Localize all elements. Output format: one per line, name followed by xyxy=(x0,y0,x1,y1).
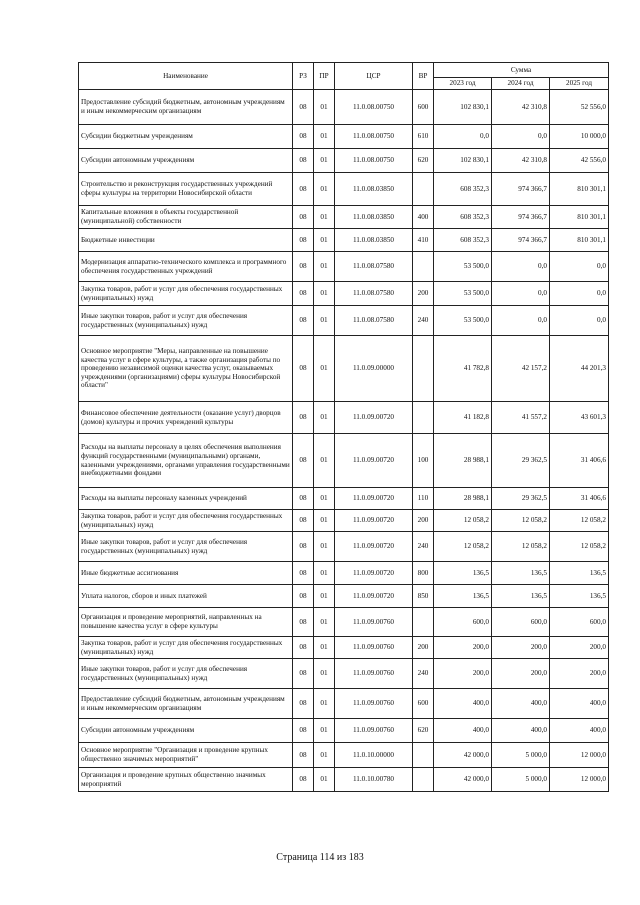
cell-2023: 42 000,0 xyxy=(434,743,492,768)
cell-2024: 0,0 xyxy=(492,125,550,149)
cell-csr: 11.0.08.03850 xyxy=(335,206,413,229)
cell-2025: 31 406,6 xyxy=(550,488,609,510)
cell-csr: 11.0.09.00720 xyxy=(335,488,413,510)
cell-2024: 974 366,7 xyxy=(492,173,550,206)
cell-name: Основное мероприятие "Организация и проведение крупных общественно значимых мероприятий" xyxy=(79,743,293,768)
cell-name: Иные бюджетные ассигнования xyxy=(79,562,293,585)
cell-2023: 0,0 xyxy=(434,125,492,149)
cell-2023: 102 830,1 xyxy=(434,149,492,173)
cell-name: Организация и проведение крупных общественно значимых мероприятий xyxy=(79,768,293,792)
table-row xyxy=(79,282,609,306)
cell-2025: 10 000,0 xyxy=(550,125,609,149)
cell-vr xyxy=(413,608,434,637)
cell-2025: 0,0 xyxy=(550,306,609,336)
cell-name: Закупка товаров, работ и услуг для обеспечения государственных (муниципальных) нужд xyxy=(79,282,293,306)
cell-pr: 01 xyxy=(314,173,335,206)
header-name: Наименование xyxy=(79,63,293,90)
table-row xyxy=(79,173,609,206)
cell-csr: 11.0.09.00720 xyxy=(335,562,413,585)
cell-2024: 42 310,8 xyxy=(492,90,550,125)
cell-pr: 01 xyxy=(314,282,335,306)
cell-2025: 136,5 xyxy=(550,585,609,608)
cell-pr: 01 xyxy=(314,608,335,637)
cell-vr: 620 xyxy=(413,719,434,743)
cell-pr: 01 xyxy=(314,488,335,510)
cell-2024: 136,5 xyxy=(492,562,550,585)
page-footer: Страница 114 из 183 xyxy=(276,852,364,863)
header-year-2024: 2024 год xyxy=(492,78,550,90)
cell-rz: 08 xyxy=(293,719,314,743)
cell-2023: 400,0 xyxy=(434,689,492,719)
cell-2025: 0,0 xyxy=(550,282,609,306)
table-row xyxy=(79,149,609,173)
table-row xyxy=(79,768,609,792)
cell-2025: 43 601,3 xyxy=(550,402,609,434)
cell-2023: 41 182,8 xyxy=(434,402,492,434)
cell-2024: 0,0 xyxy=(492,282,550,306)
cell-name: Строительство и реконструкция государственных учреждений сферы культуры на территории Новосибирской области xyxy=(79,173,293,206)
cell-name: Капитальные вложения в объекты государственной (муниципальной) собственности xyxy=(79,206,293,229)
table-row xyxy=(79,336,609,402)
cell-vr xyxy=(413,173,434,206)
cell-csr: 11.0.09.00760 xyxy=(335,719,413,743)
cell-rz: 08 xyxy=(293,206,314,229)
cell-name: Расходы на выплаты персоналу казенных учреждений xyxy=(79,488,293,510)
cell-2023: 136,5 xyxy=(434,585,492,608)
cell-vr: 620 xyxy=(413,149,434,173)
cell-rz: 08 xyxy=(293,434,314,488)
cell-rz: 08 xyxy=(293,659,314,689)
cell-2024: 200,0 xyxy=(492,637,550,659)
cell-2024: 12 058,2 xyxy=(492,532,550,562)
cell-2025: 200,0 xyxy=(550,659,609,689)
cell-2024: 42 157,2 xyxy=(492,336,550,402)
cell-name: Уплата налогов, сборов и иных платежей xyxy=(79,585,293,608)
cell-2023: 53 500,0 xyxy=(434,282,492,306)
cell-2024: 974 366,7 xyxy=(492,229,550,252)
table-row xyxy=(79,252,609,282)
cell-2025: 810 301,1 xyxy=(550,229,609,252)
cell-name: Предоставление субсидий бюджетным, автономным учреждениям и иным некоммерческим организациям xyxy=(79,90,293,125)
cell-2024: 12 058,2 xyxy=(492,510,550,532)
cell-2024: 0,0 xyxy=(492,306,550,336)
cell-vr xyxy=(413,743,434,768)
cell-pr: 01 xyxy=(314,125,335,149)
cell-name: Финансовое обеспечение деятельности (оказание услуг) дворцов (домов) культуры и прочих учреждений культуры xyxy=(79,402,293,434)
cell-pr: 01 xyxy=(314,659,335,689)
cell-2024: 5 000,0 xyxy=(492,768,550,792)
cell-name: Организация и проведение мероприятий, направленных на повышение качества услуг в сфере культуры xyxy=(79,608,293,637)
cell-pr: 01 xyxy=(314,585,335,608)
cell-csr: 11.0.08.07580 xyxy=(335,282,413,306)
cell-vr xyxy=(413,252,434,282)
cell-2023: 200,0 xyxy=(434,637,492,659)
cell-csr: 11.0.09.00720 xyxy=(335,402,413,434)
cell-csr: 11.0.10.00780 xyxy=(335,768,413,792)
cell-2025: 200,0 xyxy=(550,637,609,659)
cell-rz: 08 xyxy=(293,562,314,585)
table-row xyxy=(79,125,609,149)
cell-rz: 08 xyxy=(293,336,314,402)
cell-2023: 200,0 xyxy=(434,659,492,689)
cell-2023: 400,0 xyxy=(434,719,492,743)
cell-2023: 608 352,3 xyxy=(434,173,492,206)
cell-name: Субсидии автономным учреждениям xyxy=(79,719,293,743)
table-row xyxy=(79,402,609,434)
cell-vr: 200 xyxy=(413,282,434,306)
cell-2025: 0,0 xyxy=(550,252,609,282)
cell-rz: 08 xyxy=(293,402,314,434)
header-year-2023: 2023 год xyxy=(434,78,492,90)
cell-name: Иные закупки товаров, работ и услуг для обеспечения государственных (муниципальных) нужд xyxy=(79,659,293,689)
cell-pr: 01 xyxy=(314,719,335,743)
cell-pr: 01 xyxy=(314,90,335,125)
cell-2023: 608 352,3 xyxy=(434,206,492,229)
cell-2025: 12 000,0 xyxy=(550,743,609,768)
cell-rz: 08 xyxy=(293,608,314,637)
cell-2023: 608 352,3 xyxy=(434,229,492,252)
cell-vr: 610 xyxy=(413,125,434,149)
cell-2025: 400,0 xyxy=(550,689,609,719)
cell-name: Модернизация аппаратно-технического комплекса и программного обеспечения государственных учреждений xyxy=(79,252,293,282)
cell-rz: 08 xyxy=(293,743,314,768)
cell-2024: 29 362,5 xyxy=(492,434,550,488)
cell-csr: 11.0.09.00000 xyxy=(335,336,413,402)
cell-2024: 600,0 xyxy=(492,608,550,637)
cell-name: Иные закупки товаров, работ и услуг для обеспечения государственных (муниципальных) нужд xyxy=(79,532,293,562)
cell-pr: 01 xyxy=(314,768,335,792)
cell-pr: 01 xyxy=(314,689,335,719)
cell-pr: 01 xyxy=(314,206,335,229)
cell-csr: 11.0.08.00750 xyxy=(335,125,413,149)
table-body xyxy=(79,90,609,792)
cell-pr: 01 xyxy=(314,743,335,768)
cell-csr: 11.0.09.00760 xyxy=(335,659,413,689)
cell-pr: 01 xyxy=(314,149,335,173)
cell-name: Закупка товаров, работ и услуг для обеспечения государственных (муниципальных) нужд xyxy=(79,637,293,659)
cell-vr: 800 xyxy=(413,562,434,585)
cell-2023: 28 988,1 xyxy=(434,488,492,510)
cell-2023: 12 058,2 xyxy=(434,532,492,562)
cell-name: Иные закупки товаров, работ и услуг для обеспечения государственных (муниципальных) нужд xyxy=(79,306,293,336)
cell-vr: 850 xyxy=(413,585,434,608)
table-row xyxy=(79,637,609,659)
cell-2024: 400,0 xyxy=(492,689,550,719)
cell-rz: 08 xyxy=(293,689,314,719)
cell-vr: 200 xyxy=(413,510,434,532)
cell-2024: 0,0 xyxy=(492,252,550,282)
cell-2025: 600,0 xyxy=(550,608,609,637)
cell-pr: 01 xyxy=(314,637,335,659)
cell-rz: 08 xyxy=(293,488,314,510)
cell-2024: 200,0 xyxy=(492,659,550,689)
cell-2025: 12 000,0 xyxy=(550,768,609,792)
header-sum: Сумма xyxy=(434,63,609,78)
cell-2024: 974 366,7 xyxy=(492,206,550,229)
cell-name: Основное мероприятие "Меры, направленные на повышение качества услуг в сфере культуры, а также организация работы по проведению независимой оценки качества услуг, оказываемых учреждениями (организациями) сферы культуры Новосибирской области" xyxy=(79,336,293,402)
cell-2023: 42 000,0 xyxy=(434,768,492,792)
cell-csr: 11.0.09.00720 xyxy=(335,434,413,488)
cell-2025: 810 301,1 xyxy=(550,206,609,229)
cell-2023: 41 782,8 xyxy=(434,336,492,402)
cell-pr: 01 xyxy=(314,229,335,252)
cell-2025: 42 556,0 xyxy=(550,149,609,173)
cell-2025: 44 201,3 xyxy=(550,336,609,402)
cell-2023: 12 058,2 xyxy=(434,510,492,532)
header-vr: ВР xyxy=(413,63,434,90)
cell-2023: 600,0 xyxy=(434,608,492,637)
cell-name: Субсидии автономным учреждениям xyxy=(79,149,293,173)
cell-2025: 136,5 xyxy=(550,562,609,585)
cell-vr: 240 xyxy=(413,306,434,336)
cell-csr: 11.0.08.03850 xyxy=(335,229,413,252)
cell-rz: 08 xyxy=(293,149,314,173)
cell-vr: 240 xyxy=(413,659,434,689)
cell-csr: 11.0.09.00720 xyxy=(335,510,413,532)
cell-rz: 08 xyxy=(293,125,314,149)
table-row xyxy=(79,608,609,637)
cell-vr xyxy=(413,402,434,434)
cell-vr: 200 xyxy=(413,637,434,659)
cell-rz: 08 xyxy=(293,173,314,206)
table-row xyxy=(79,434,609,488)
table-row xyxy=(79,689,609,719)
budget-table xyxy=(78,62,609,792)
cell-vr: 240 xyxy=(413,532,434,562)
cell-vr: 600 xyxy=(413,689,434,719)
header-pr: ПР xyxy=(314,63,335,90)
cell-vr: 110 xyxy=(413,488,434,510)
table-row xyxy=(79,743,609,768)
cell-vr xyxy=(413,768,434,792)
cell-pr: 01 xyxy=(314,252,335,282)
cell-2023: 28 988,1 xyxy=(434,434,492,488)
header-rz: РЗ xyxy=(293,63,314,90)
cell-rz: 08 xyxy=(293,768,314,792)
table-row xyxy=(79,90,609,125)
table-row xyxy=(79,719,609,743)
cell-2024: 41 557,2 xyxy=(492,402,550,434)
cell-pr: 01 xyxy=(314,336,335,402)
table-row xyxy=(79,488,609,510)
cell-rz: 08 xyxy=(293,252,314,282)
table-row xyxy=(79,532,609,562)
cell-csr: 11.0.08.07580 xyxy=(335,306,413,336)
cell-vr xyxy=(413,336,434,402)
cell-2025: 52 556,0 xyxy=(550,90,609,125)
cell-2024: 42 310,8 xyxy=(492,149,550,173)
cell-name: Закупка товаров, работ и услуг для обеспечения государственных (муниципальных) нужд xyxy=(79,510,293,532)
cell-name: Предоставление субсидий бюджетным, автономным учреждениям и иным некоммерческим организациям xyxy=(79,689,293,719)
cell-name: Бюджетные инвестиции xyxy=(79,229,293,252)
table-row xyxy=(79,585,609,608)
cell-rz: 08 xyxy=(293,510,314,532)
cell-rz: 08 xyxy=(293,306,314,336)
cell-pr: 01 xyxy=(314,510,335,532)
cell-vr: 100 xyxy=(413,434,434,488)
cell-csr: 11.0.09.00760 xyxy=(335,608,413,637)
cell-rz: 08 xyxy=(293,532,314,562)
cell-csr: 11.0.09.00720 xyxy=(335,585,413,608)
cell-2025: 31 406,6 xyxy=(550,434,609,488)
header-csr: ЦСР xyxy=(335,63,413,90)
cell-2025: 400,0 xyxy=(550,719,609,743)
cell-csr: 11.0.08.07580 xyxy=(335,252,413,282)
cell-pr: 01 xyxy=(314,532,335,562)
cell-rz: 08 xyxy=(293,637,314,659)
table-row xyxy=(79,206,609,229)
cell-2024: 29 362,5 xyxy=(492,488,550,510)
cell-2023: 53 500,0 xyxy=(434,252,492,282)
cell-2025: 12 058,2 xyxy=(550,510,609,532)
cell-2023: 136,5 xyxy=(434,562,492,585)
cell-pr: 01 xyxy=(314,306,335,336)
table-row xyxy=(79,659,609,689)
cell-csr: 11.0.08.00750 xyxy=(335,90,413,125)
cell-rz: 08 xyxy=(293,282,314,306)
table-row xyxy=(79,229,609,252)
cell-pr: 01 xyxy=(314,434,335,488)
cell-csr: 11.0.08.00750 xyxy=(335,149,413,173)
cell-csr: 11.0.09.00760 xyxy=(335,637,413,659)
table-row xyxy=(79,510,609,532)
cell-2025: 12 058,2 xyxy=(550,532,609,562)
cell-rz: 08 xyxy=(293,229,314,252)
cell-vr: 600 xyxy=(413,90,434,125)
cell-rz: 08 xyxy=(293,585,314,608)
cell-vr: 400 xyxy=(413,206,434,229)
cell-2024: 136,5 xyxy=(492,585,550,608)
cell-2025: 810 301,1 xyxy=(550,173,609,206)
cell-rz: 08 xyxy=(293,90,314,125)
table-row xyxy=(79,562,609,585)
header-year-2025: 2025 год xyxy=(550,78,609,90)
cell-2023: 53 500,0 xyxy=(434,306,492,336)
cell-2024: 5 000,0 xyxy=(492,743,550,768)
cell-2023: 102 830,1 xyxy=(434,90,492,125)
cell-csr: 11.0.08.03850 xyxy=(335,173,413,206)
cell-vr: 410 xyxy=(413,229,434,252)
cell-pr: 01 xyxy=(314,562,335,585)
cell-csr: 11.0.09.00760 xyxy=(335,689,413,719)
cell-pr: 01 xyxy=(314,402,335,434)
cell-csr: 11.0.09.00720 xyxy=(335,532,413,562)
table-row xyxy=(79,306,609,336)
cell-2024: 400,0 xyxy=(492,719,550,743)
cell-name: Расходы на выплаты персоналу в целях обеспечения выполнения функций государственными (муниципальными) органами, казенными учреждениями, органами управления государственными внебюджетными фондами xyxy=(79,434,293,488)
cell-csr: 11.0.10.00000 xyxy=(335,743,413,768)
cell-name: Субсидии бюджетным учреждениям xyxy=(79,125,293,149)
